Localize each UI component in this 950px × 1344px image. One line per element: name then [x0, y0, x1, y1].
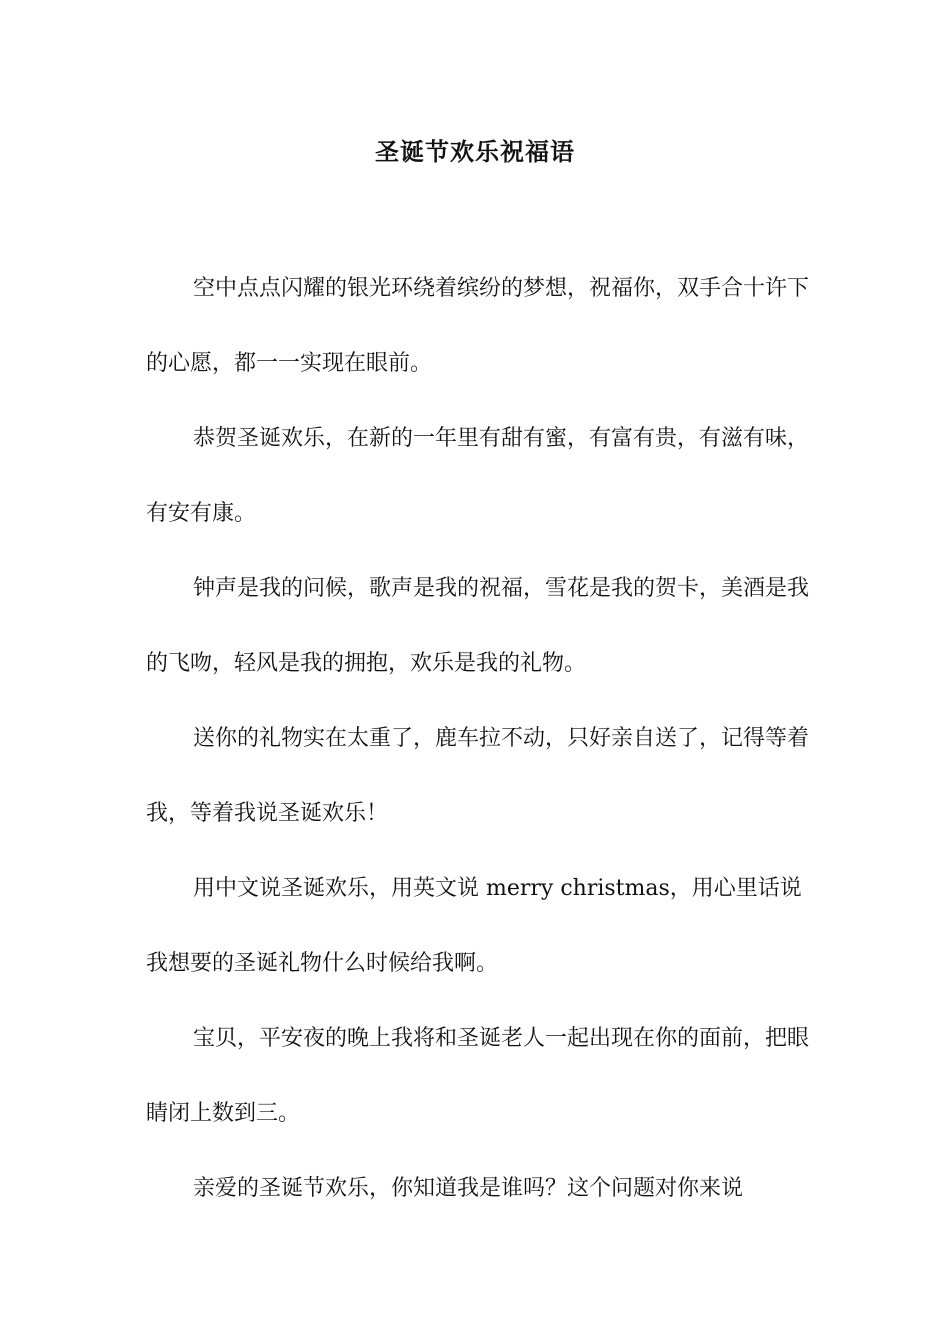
paragraph-2-line-2: 有味，有安有康。: [146, 426, 810, 526]
paragraph-1-line-2: 十许下的心愿，都一一实现在眼前。: [146, 276, 810, 376]
paragraph-6-line-2: 把眼睛闭上数到三。: [146, 1026, 810, 1126]
document-title: 圣诞节欢乐祝福语: [375, 137, 575, 166]
paragraph-6-line-1: 宝贝，平安夜的晚上我将和圣诞老人一起出现在你的面前，: [193, 1026, 766, 1051]
paragraph-1: [146, 251, 810, 401]
paragraph-4-line-1: 送你的礼物实在太重了，鹿车拉不动，只好亲自送了，记: [193, 726, 744, 751]
paragraph-5: [146, 851, 810, 1001]
paragraph-5-line-2: 话说我想要的圣诞礼物什么时候给我啊。: [146, 876, 802, 976]
paragraph-2: [146, 401, 810, 551]
paragraph-1-line-1: 空中点点闪耀的银光环绕着缤纷的梦想，祝福你，双手合: [193, 276, 744, 301]
paragraph-2-line-1: 恭贺圣诞欢乐，在新的一年里有甜有蜜，有富有贵，有滋: [193, 426, 744, 451]
paragraph-3-line-2: 酒是我的飞吻，轻风是我的拥抱，欢乐是我的礼物。: [146, 576, 810, 676]
paragraph-7-line-1: 亲爱的圣诞节欢乐，你知道我是谁吗？这个问题对你来说: [193, 1176, 744, 1201]
document-body: [146, 251, 810, 1226]
paragraph-4: [146, 701, 810, 851]
paragraph-6: [146, 1001, 810, 1151]
paragraph-5-line-1: 用中文说圣诞欢乐，用英文说 merry christmas，用心里: [193, 876, 758, 901]
paragraph-7: [146, 1151, 810, 1226]
paragraph-3: [146, 551, 810, 701]
paragraph-3-line-1: 钟声是我的问候，歌声是我的祝福，雪花是我的贺卡，美: [193, 576, 744, 601]
paragraph-4-line-2: 得等着我，等着我说圣诞欢乐！: [146, 726, 810, 826]
